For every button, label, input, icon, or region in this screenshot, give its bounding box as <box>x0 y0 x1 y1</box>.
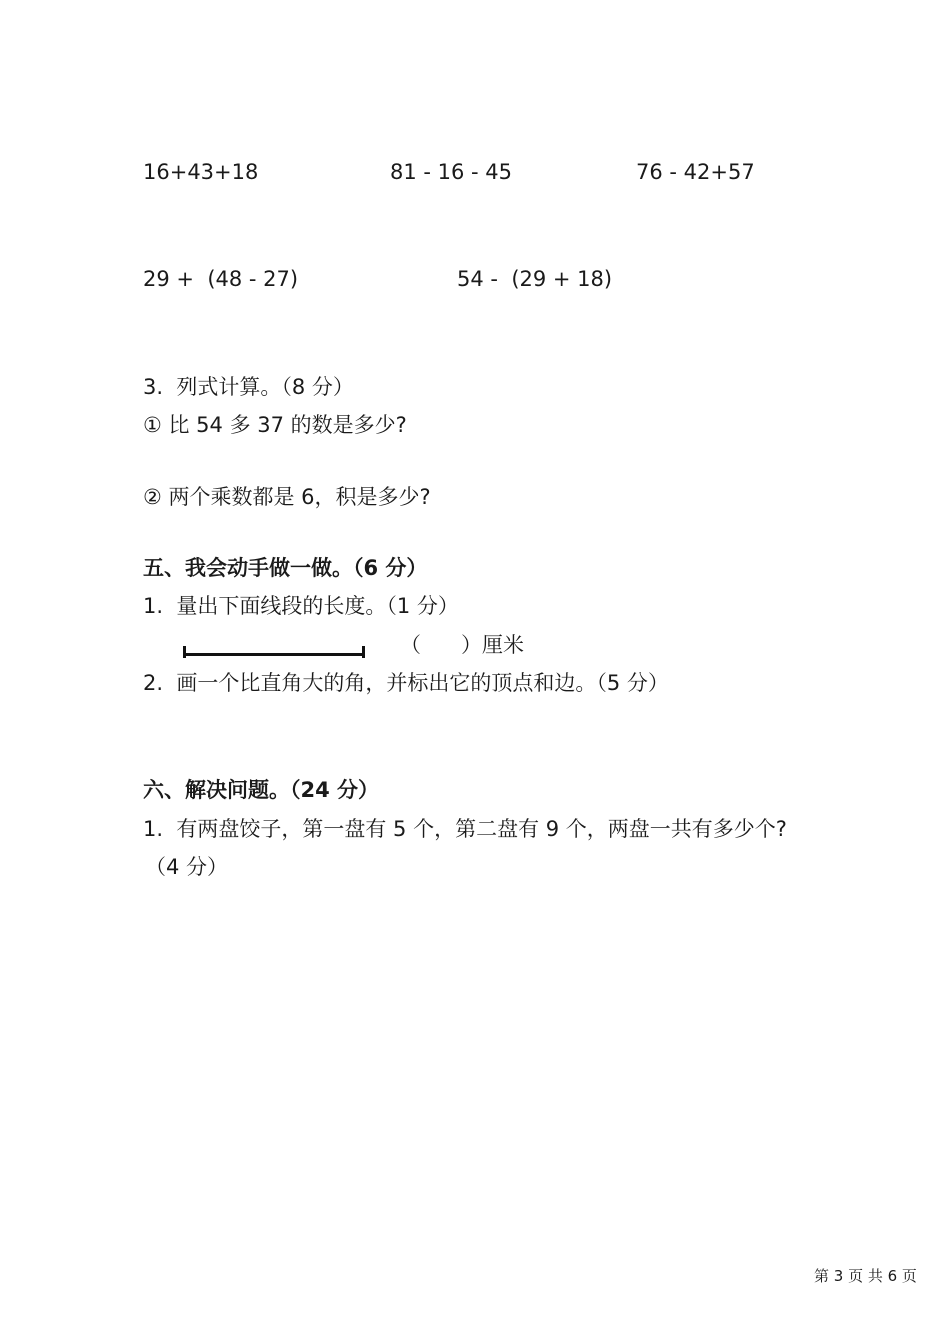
segment-right-endpoint <box>362 646 365 658</box>
question-3-heading: 3. 列式计算。（8 分） <box>143 375 354 399</box>
segment-bar <box>183 653 365 656</box>
page-number: 第 3 页 共 6 页 <box>814 1267 917 1285</box>
expression-3: 76 - 42+57 <box>636 160 755 184</box>
section-6-title: 六、解决问题。（24 分） <box>143 778 380 802</box>
section-6-question-1: 1. 有两盘饺子，第一盘有 5 个，第二盘有 9 个，两盘一共有多少个? <box>143 817 787 841</box>
section-6-question-1-score: （4 分） <box>145 855 229 879</box>
question-3-item-1: ① 比 54 多 37 的数是多少? <box>143 413 407 437</box>
expression-5: 54 - (29 + 18) <box>457 267 613 291</box>
question-3-item-2: ② 两个乘数都是 6，积是多少? <box>143 485 431 509</box>
line-segment-figure <box>183 646 365 658</box>
section-5-question-1: 1. 量出下面线段的长度。（1 分） <box>143 594 459 618</box>
segment-left-endpoint <box>183 646 186 658</box>
section-5-question-2: 2. 画一个比直角大的角，并标出它的顶点和边。（5 分） <box>143 671 669 695</box>
expression-1: 16+43+18 <box>143 160 259 184</box>
expression-4: 29 + (48 - 27) <box>143 267 299 291</box>
section-5-title: 五、我会动手做一做。（6 分） <box>143 556 428 580</box>
expression-2: 81 - 16 - 45 <box>390 160 513 184</box>
segment-length-answer: （ ）厘米 <box>400 633 525 657</box>
